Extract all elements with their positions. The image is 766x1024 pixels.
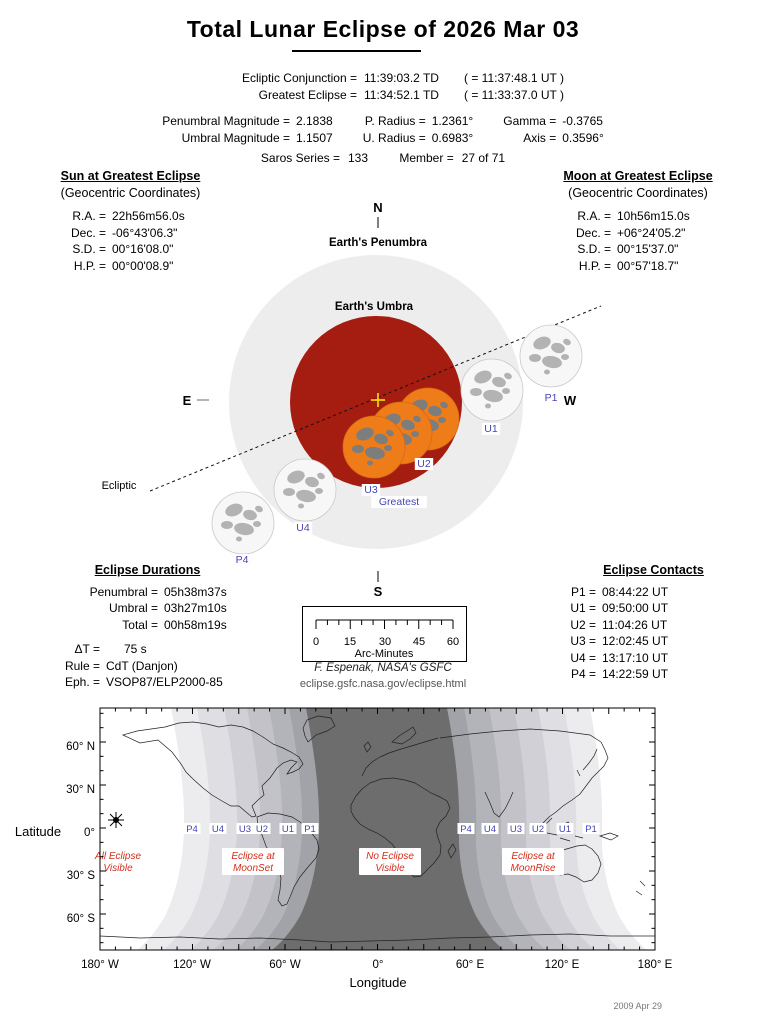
u1-contact-value: 09:50:00 UT <box>602 601 669 615</box>
zone-label: Visible <box>103 863 133 874</box>
credit-url: eclipse.gsfc.nasa.gov/eclipse.html <box>299 678 467 690</box>
moon-p1 <box>520 325 582 387</box>
ruler-ticks <box>316 620 453 629</box>
map-contact-u3: U3 <box>509 824 523 835</box>
contact-label-u4: U4 <box>296 522 310 534</box>
penumbral-duration-label: Penumbral = <box>89 584 158 599</box>
gamma-label: Gamma = <box>503 114 557 128</box>
contact-label-p4: P4 <box>235 554 249 566</box>
p4-contact-value: 14:22:59 UT <box>602 667 669 681</box>
ruler-tick-60: 60 <box>446 636 460 648</box>
ruler-tick-45: 45 <box>412 636 426 648</box>
delta-t-value: 75 s <box>124 642 147 656</box>
sun-ra-label: R.A. = <box>72 209 106 223</box>
total-duration-label: Total = <box>122 617 158 632</box>
greatest-label: Greatest Eclipse = <box>258 88 357 102</box>
moon-u1 <box>461 359 523 421</box>
lon-0: 0° <box>372 959 384 971</box>
arc-minutes-ruler <box>303 607 466 661</box>
greatest-td: 11:34:52.1 TD <box>364 88 439 102</box>
page-title: Total Lunar Eclipse of 2026 Mar 03 <box>186 16 580 42</box>
u-radius-value: 0.6983° <box>431 131 474 145</box>
moon-ra-label: R.A. = <box>577 209 611 223</box>
u1-contact-label: U1 = <box>570 601 596 615</box>
map-contact-u1: U1 <box>281 824 295 835</box>
map-contact-u4: U4 <box>483 824 497 835</box>
rule-label: Rule = <box>64 658 100 673</box>
u4-contact-value: 13:17:10 UT <box>602 650 669 665</box>
radius-col <box>363 113 474 147</box>
p4-contact-label: P4 = <box>570 667 596 681</box>
parameters-rows <box>40 641 255 691</box>
gamma-col <box>503 113 604 147</box>
sun-hp-label: H.P. = <box>73 258 106 273</box>
moon-sd-value: 00°15'37.0" <box>617 242 679 256</box>
map-contact-u3: U3 <box>238 824 252 835</box>
map-contact-p1: P1 <box>304 824 316 835</box>
map-contact-p4: P4 <box>460 824 472 835</box>
south-label: S <box>373 584 383 599</box>
penumbral-mag-value: 2.1838 <box>295 114 333 128</box>
subsolar-point-icon <box>108 812 124 828</box>
contact-label-greatest: Greatest <box>378 496 420 508</box>
map-contact-p1: P1 <box>585 824 597 835</box>
map-contact-u4: U4 <box>211 824 225 835</box>
moon-dec-label: Dec. = <box>575 225 611 240</box>
umbral-mag-label: Umbral Magnitude = <box>181 131 290 145</box>
west-label: W <box>563 393 577 408</box>
shadow-diagram <box>0 190 766 605</box>
lon-180w: 180° W <box>81 959 119 971</box>
greatest-eclipse-row <box>0 87 766 104</box>
sun-dec-label: Dec. = <box>70 225 106 240</box>
sun-block-subtitle: (Geocentric Coordinates) <box>60 185 201 200</box>
sun-hp-value: 00°00'08.9" <box>112 258 174 273</box>
zone-label: All Eclipse <box>94 851 142 862</box>
u-radius-label: U. Radius = <box>362 131 426 145</box>
lon-60e: 60° E <box>455 959 485 971</box>
moon-u3 <box>343 416 405 478</box>
ruler-units-label: Arc-Minutes <box>354 648 414 660</box>
lon-180e: 180° E <box>637 959 673 971</box>
moon-ra-value: 10h56m15.0s <box>617 209 690 223</box>
gamma-value: -0.3765 <box>562 114 603 128</box>
greatest-ut: ( = 11:33:37.0 UT ) <box>464 88 564 102</box>
date-stamp: 2009 Apr 29 <box>613 1001 662 1011</box>
moon-block-subtitle: (Geocentric Coordinates) <box>568 185 708 200</box>
durations-title: Eclipse Durations <box>94 563 201 577</box>
latitude-axis-label: Latitude <box>14 824 62 839</box>
contact-label-u2: U2 <box>417 458 431 470</box>
contacts-title: Eclipse Contacts <box>603 563 704 577</box>
conjunction-td: 11:39:03.2 TD <box>364 71 439 85</box>
penumbral-mag-label: Penumbral Magnitude = <box>162 114 290 128</box>
conjunction-block <box>0 70 766 104</box>
moon-sd-label: S.D. = <box>577 242 611 256</box>
zone-label: Eclipse at <box>231 851 275 862</box>
magnitude-col <box>162 113 332 147</box>
map-contact-u2: U2 <box>531 824 545 835</box>
saros-member-label: Member = <box>399 151 454 165</box>
conjunction-ut: ( = 11:37:48.1 UT ) <box>464 71 564 85</box>
conjunction-row <box>0 70 766 87</box>
p1-contact-label: P1 = <box>570 584 596 599</box>
saros-series-value: 133 <box>347 151 368 165</box>
sun-block-title: Sun at Greatest Eclipse <box>60 169 201 183</box>
umbra-label: Earth's Umbra <box>334 301 414 313</box>
u2-contact-label: U2 = <box>570 617 596 632</box>
zone-label: MoonSet <box>232 863 274 874</box>
sun-ra-value: 22h56m56.0s <box>112 209 185 223</box>
map-contact-p4: P4 <box>186 824 198 835</box>
map-contact-u2: U2 <box>255 824 269 835</box>
ruler-tick-0: 0 <box>312 636 320 648</box>
umbral-duration-label: Umbral = <box>108 601 158 615</box>
p1-contact-value: 08:44:22 UT <box>602 584 669 599</box>
saros-line <box>0 151 766 165</box>
durations-rows <box>40 584 255 634</box>
u3-contact-label: U3 = <box>570 634 596 648</box>
north-label: N <box>373 200 383 215</box>
lat-60s: 60° S <box>66 913 95 925</box>
ephemeris-value: VSOP87/ELP2000-85 <box>106 675 223 689</box>
ruler-tick-30: 30 <box>378 636 392 648</box>
lat-30s: 30° S <box>66 870 95 882</box>
contact-label-u1: U1 <box>484 423 498 435</box>
moon-dec-value: +06°24'05.2" <box>617 225 686 240</box>
u2-contact-value: 11:04:26 UT <box>602 617 668 632</box>
umbral-duration-value: 03h27m10s <box>164 601 227 615</box>
ephemeris-label: Eph. = <box>64 675 100 689</box>
penumbra-label: Earth's Penumbra <box>329 237 427 249</box>
total-duration-value: 00h58m19s <box>164 617 227 632</box>
visibility-map <box>0 695 766 1024</box>
lat-60n: 60° N <box>66 741 95 753</box>
sun-dec-value: -06°43'06.3" <box>112 225 178 240</box>
moon-p4 <box>212 492 274 554</box>
saros-member-value: 27 of 71 <box>461 151 506 165</box>
zone-label: MoonRise <box>510 863 556 874</box>
map-contact-u1: U1 <box>558 824 572 835</box>
contact-label-u3: U3 <box>364 484 378 496</box>
axis-label: Axis = <box>523 131 557 145</box>
conjunction-label: Ecliptic Conjunction = <box>241 71 357 85</box>
saros-series-label: Saros Series = <box>260 151 340 165</box>
zone-label: Eclipse at <box>511 851 555 862</box>
moon-block-title: Moon at Greatest Eclipse <box>563 169 713 183</box>
arc-minutes-scale <box>302 606 467 662</box>
credit-block <box>283 662 483 690</box>
east-label: E <box>182 393 192 408</box>
u3-contact-value: 12:02:45 UT <box>602 634 669 648</box>
contacts-rows <box>556 584 751 683</box>
delta-t-label: ΔT = <box>74 642 100 656</box>
author-credit: F. Espenak, NASA's GSFC <box>314 662 452 674</box>
umbral-mag-value: 1.1507 <box>295 131 333 145</box>
ruler-tick-15: 15 <box>343 636 357 648</box>
penumbral-duration-value: 05h38m37s <box>164 584 227 599</box>
moon-hp-value: 00°57'18.7" <box>617 258 679 273</box>
lon-120e: 120° E <box>544 959 580 971</box>
parameters-block <box>40 641 255 691</box>
lat-0: 0° <box>84 827 95 839</box>
axis-value: 0.3596° <box>562 131 604 145</box>
moon-u4 <box>274 459 336 521</box>
lon-60w: 60° W <box>269 959 301 971</box>
longitude-axis-label: Longitude <box>349 975 407 990</box>
lon-120w: 120° W <box>173 959 211 971</box>
moon-hp-label: H.P. = <box>578 258 611 273</box>
p-radius-value: 1.2361° <box>431 114 474 128</box>
sun-sd-value: 00°16'08.0" <box>112 242 174 256</box>
rule-value: CdT (Danjon) <box>106 658 178 673</box>
sun-sd-label: S.D. = <box>72 242 106 256</box>
zone-label: No Eclipse <box>366 851 414 862</box>
p-radius-label: P. Radius = <box>364 114 426 128</box>
eclipse-durations-block <box>40 562 255 633</box>
magnitudes-block <box>0 113 766 147</box>
u4-contact-label: U4 = <box>570 650 596 665</box>
contact-label-p1: P1 <box>544 392 558 404</box>
lat-30n: 30° N <box>66 784 95 796</box>
ecliptic-label: Ecliptic <box>101 480 137 492</box>
title-underline <box>292 50 421 52</box>
eclipse-contacts-block <box>556 562 751 683</box>
zone-label: Visible <box>375 863 405 874</box>
